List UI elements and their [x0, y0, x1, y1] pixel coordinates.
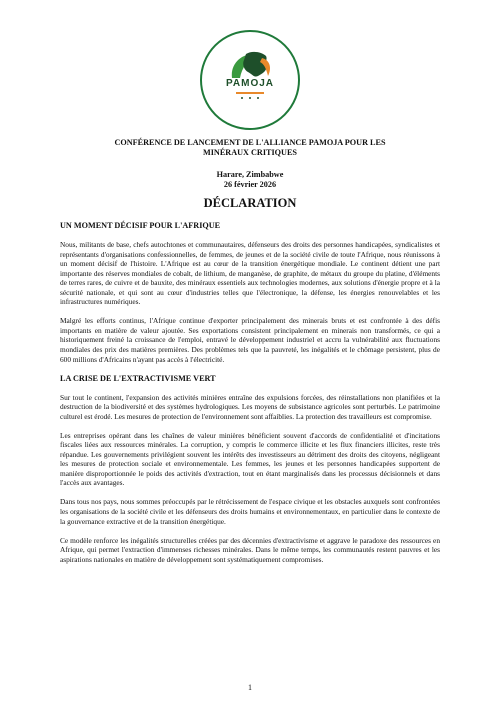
section-heading: LA CRISE DE L'EXTRACTIVISME VERT: [60, 373, 216, 383]
location-date-block: [100, 170, 400, 190]
date: 26 février 2026: [223, 180, 277, 189]
document-body: [60, 221, 440, 574]
paragraph: Dans tous nos pays, nous sommes préoccupés par le rétrécissement de l'espace civique et les obstacles auxquels sont confrontées les organisations de la société civile et les défenseurs des droits humains et environnementaux, en particulier dans le contexte de la gouvernance extractive et de la transition énergétique.: [60, 497, 440, 526]
paragraph: Sur tout le continent, l'expansion des activités minières entraîne des expulsions forcées, des réinstallations non planifiées et la destruction de la biodiversité et des systèmes hydrologiques. Les moyens de subsistance agricoles sont perturbés. Le patrimoine culturel est érodé. Les mesures de protection de l'environnement sont affaiblies. La protection des travailleurs est compromise.: [60, 392, 440, 421]
location: Harare, Zimbabwe: [216, 170, 284, 179]
paragraph: Malgré les efforts continus, l'Afrique continue d'exporter principalement des minerais bruts et est confrontée à des défis importants en matière de valeur ajoutée. Ses exportations consistent principalement en minerais non transformés, ce qui a historiquement freiné la croissance de l'emploi, entravé le développement industriel et accru la vulnérabilité aux fluctuations mondiales des prix des matières premières. Des problèmes tels que la pauvreté, les inégalités et le chômage persistent, plus de 600 millions d'Africains n'ayant pas accès à l'électricité.: [60, 316, 440, 364]
paragraph: Nous, militants de base, chefs autochtones et communautaires, défenseurs des droits des personnes handicapées, syndicalistes et représentants d'organisations confessionnelles, de femmes, de jeunes et de la société civile de toute l'Afrique, nous réunissons à un moment décisif de l'histoire. L'Afrique est au cœur de la transition énergétique mondiale. Le continent détient une part importante des réserves mondiales de cobalt, de lithium, de manganèse, de graphite, de métaux du groupe du platine, d'éléments de terres rares, de cuivre et de bauxite, des minéraux essentiels aux technologies modernes, aux solutions d'énergie propre et à la sécurité nationale, et qui sont au cœur d'industries telles que l'électronique, la défense, les énergies renouvelables et les infrastructures numériques.: [60, 240, 440, 307]
section-heading: UN MOMENT DÉCISIF POUR L'AFRIQUE: [60, 221, 221, 230]
paragraph: Les entreprises opérant dans les chaînes de valeur minières bénéficient souvent d'accords de confidentialité et d'incitations fiscales liées aux ressources minérales. La corruption, y compris le commerce illicite et les flux financiers illicites, reste très répandue. Les gouvernements privilégient souvent les intérêts des investisseurs au détriment des droits des citoyens, négligeant les mesures de protection sociale et environnementale. Les femmes, les jeunes et les personnes handicapées supportent de manière disproportionnée le poids des activités d'extraction, tout en étant marginalisés dans les processus décisionnels et dans l'accès aux avantages.: [60, 430, 440, 488]
pamoja-logo: [200, 30, 300, 130]
logo-text: PAMOJA: [225, 78, 275, 89]
conference-title: CONFÉRENCE DE LANCEMENT DE L'ALLIANCE PAMOJA POUR LES MINÉRAUX CRITIQUES: [114, 138, 386, 157]
page-number: 1: [248, 683, 252, 692]
document-title: DÉCLARATION: [203, 196, 297, 210]
paragraph: Ce modèle renforce les inégalités structurelles créées par des décennies d'extractivisme et aggrave le paradoxe des ressources en Afrique, qui permet l'extraction d'immenses richesses minérales. Dans le même temps, les communautés restent pauvres et les aspirations nationales en matière de développement sont systématiquement compromises.: [60, 535, 440, 564]
